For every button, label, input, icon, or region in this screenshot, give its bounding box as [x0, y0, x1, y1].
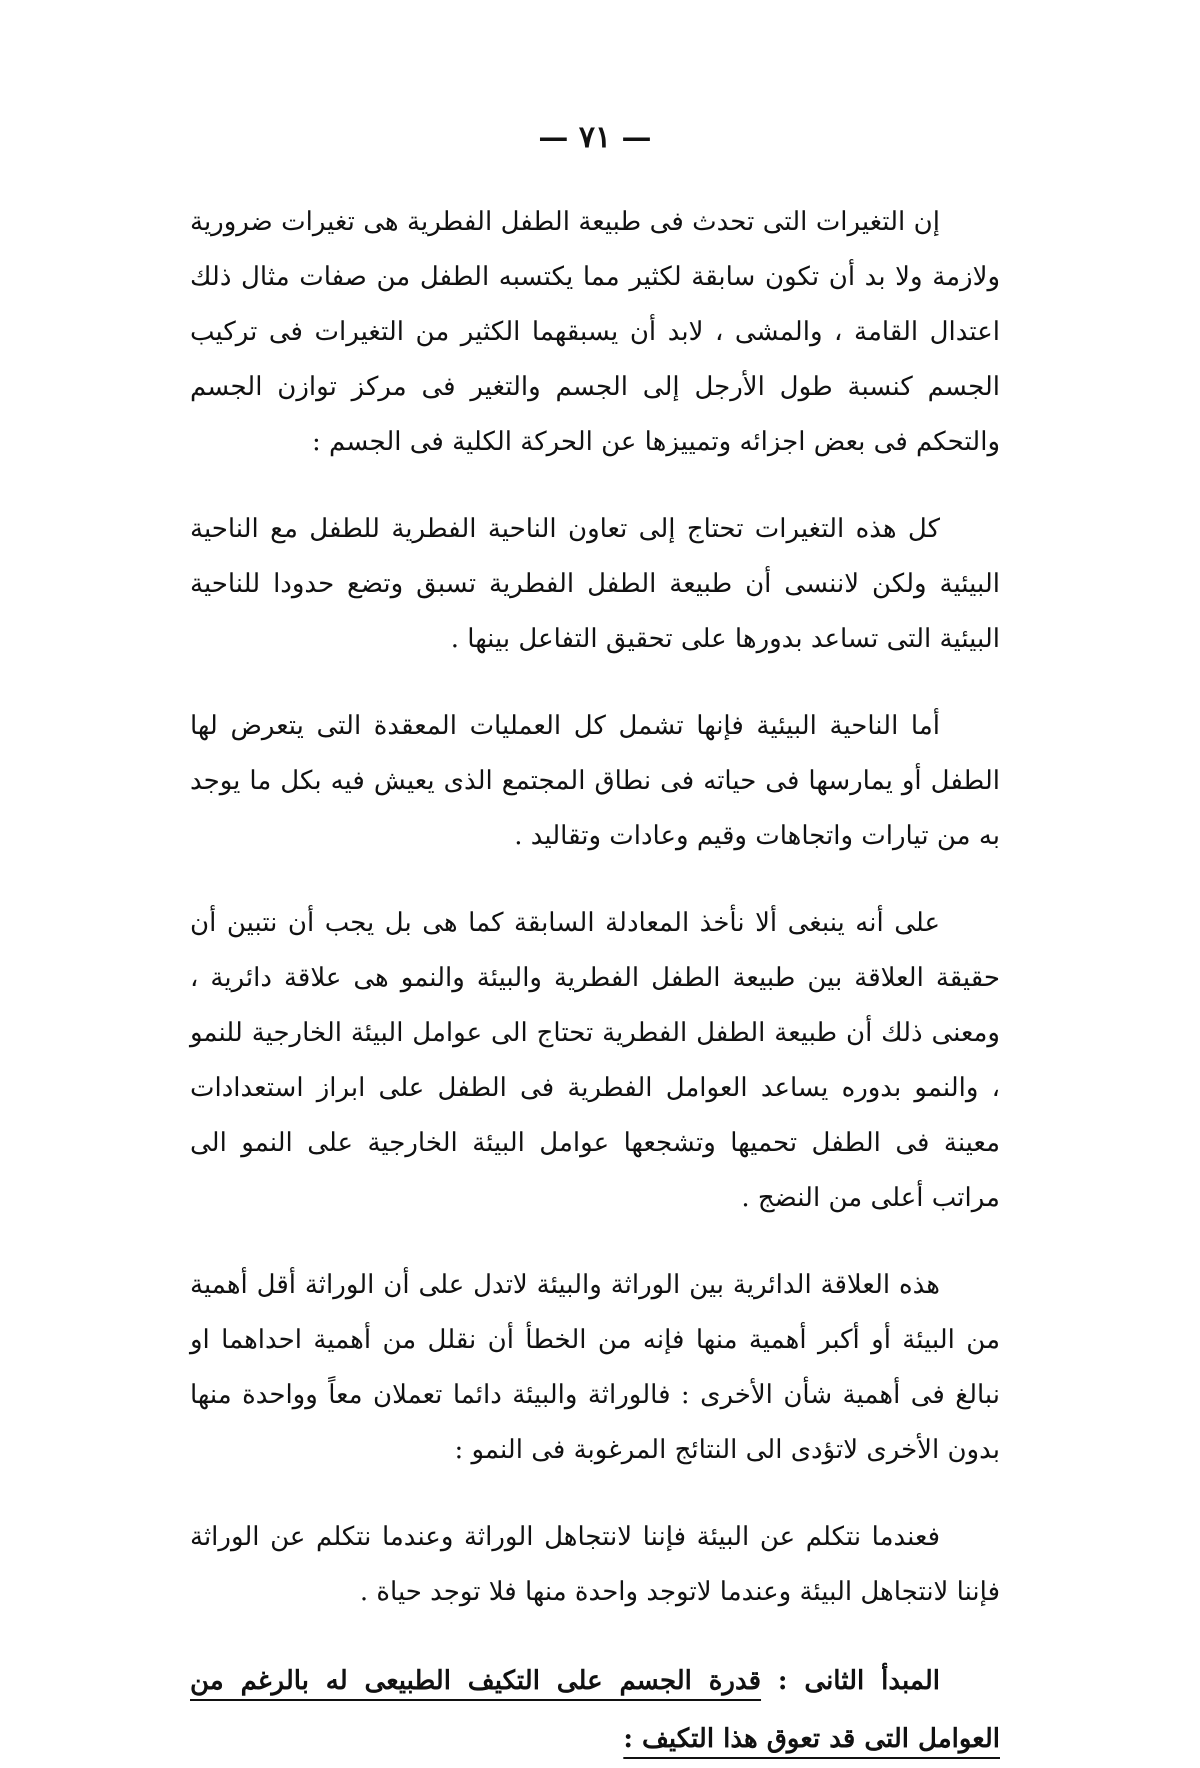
principle-label: المبدأ الثانى : [777, 1666, 940, 1696]
paragraph-4: على أنه ينبغى ألا نأخذ المعادلة السابقة كما هى بل يجب أن نتبين أن حقيقة العلاقة بين طبيعة الطفل الفطرية والبيئة والنمو هى علاقة دائرية ، ومعنى ذلك أن طبيعة الطفل الفطرية تحتاج الى عوامل البيئة الخارجية للنمو ، والنمو بدوره يساعد العوامل الفطرية فى الطفل على ابراز استعدادات معينة فى الطفل تحميها وتشجعها عوامل البيئة الخارجية على النمو الى مراتب أعلى من النضج . [190, 908, 1000, 1213]
document-page [190, 120, 1000, 1768]
paragraph-5: هذه العلاقة الدائرية بين الوراثة والبيئة لاتدل على أن الوراثة أقل أهمية من البيئة أو أكبر أهمية منها فإنه من الخطأ أن نقلل من أهمية احداهما او نبالغ فى أهمية شأن الأخرى : فالوراثة والبيئة دائما تعملان معاً وواحدة منها بدون الأخرى لاتؤدى الى النتائج المرغوبة فى النمو : [190, 1270, 1000, 1465]
paragraph-3: أما الناحية البيئية فإنها تشمل كل العمليات المعقدة التى يتعرض لها الطفل أو يمارسها فى حياته فى نطاق المجتمع الذى يعيش فيه بكل ما يوجد به من تيارات واتجاهات وقيم وعادات وتقاليد . [190, 711, 1000, 851]
principle-text: قدرة الجسم على التكيف الطبيعى له بالرغم من العوامل التى قد تعوق هذا التكيف : [190, 1666, 1000, 1754]
paragraph-2: كل هذه التغيرات تحتاج إلى تعاون الناحية الفطرية للطفل مع الناحية البيئية ولكن لاننسى أن طبيعة الطفل الفطرية تسبق وتضع حدودا للناحية البيئية التى تساعد بدورها على تحقيق التفاعل بينها . [190, 514, 1000, 654]
page-number: — ٧١ — [538, 120, 652, 155]
paragraph-6: فعندما نتكلم عن البيئة فإننا لانتجاهل الوراثة وعندما نتكلم عن الوراثة فإننا لانتجاهل البيئة وعندما لاتوجد واحدة منها فلا توجد حياة . [190, 1522, 1000, 1607]
paragraph-1: إن التغيرات التى تحدث فى طبيعة الطفل الفطرية هى تغيرات ضرورية ولازمة ولا بد أن تكون سابقة لكثير مما يكتسبه الطفل من صفات مثال ذلك اعتدال القامة ، والمشى ، لابد أن يسبقهما الكثير من التغيرات فى تركيب الجسم كنسبة طول الأرجل إلى الجسم والتغير فى مركز توازن الجسم والتحكم فى بعض اجزائه وتمييزها عن الحركة الكلية فى الجسم : [190, 207, 1001, 457]
principle-heading [190, 1652, 1000, 1768]
